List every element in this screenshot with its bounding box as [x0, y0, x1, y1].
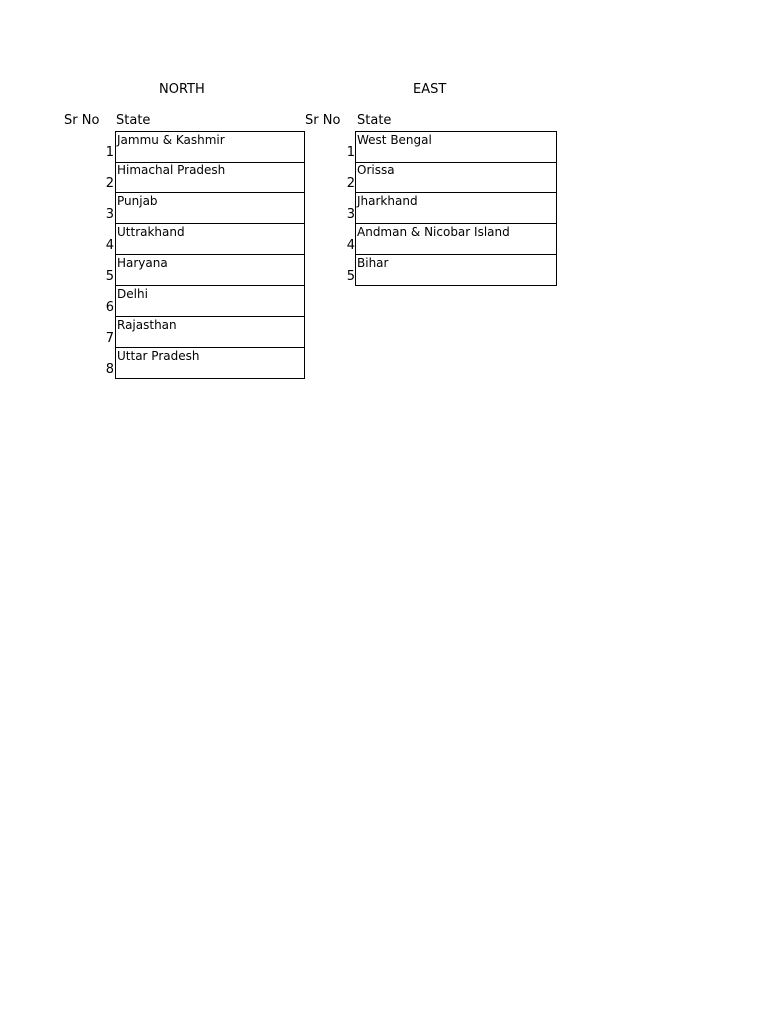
region-title: EAST: [413, 82, 447, 97]
state-header: State: [357, 113, 392, 128]
state-cell[interactable]: Jammu & Kashmir: [115, 131, 305, 163]
state-cell[interactable]: Bihar: [355, 255, 557, 286]
state-cell[interactable]: Orissa: [355, 162, 557, 193]
sr-number: 7: [105, 331, 114, 346]
state-cell[interactable]: Haryana: [115, 255, 305, 286]
sr-number: 8: [105, 362, 114, 377]
state-cell[interactable]: Andman & Nicobar Island: [355, 224, 557, 255]
state-cell[interactable]: West Bengal: [355, 131, 557, 163]
state-cell[interactable]: Delhi: [115, 286, 305, 317]
sr-number: 6: [105, 300, 114, 315]
region-title: NORTH: [159, 82, 205, 97]
sr-number: 3: [105, 207, 114, 222]
sr-number: 5: [105, 269, 114, 284]
state-cell[interactable]: Himachal Pradesh: [115, 162, 305, 193]
sr-number: 4: [346, 238, 355, 253]
state-cell[interactable]: Uttrakhand: [115, 224, 305, 255]
state-cell[interactable]: Rajasthan: [115, 317, 305, 348]
sr-number: 2: [105, 176, 114, 191]
state-cell[interactable]: Punjab: [115, 193, 305, 224]
sr-no-header: Sr No: [305, 113, 341, 128]
sr-number: 5: [346, 269, 355, 284]
sr-number: 4: [105, 238, 114, 253]
state-cell[interactable]: Uttar Pradesh: [115, 348, 305, 379]
state-cell[interactable]: Jharkhand: [355, 193, 557, 224]
sr-number: 3: [346, 207, 355, 222]
sr-number: 1: [346, 145, 355, 160]
sr-no-header: Sr No: [64, 113, 100, 128]
sr-number: 2: [346, 176, 355, 191]
sr-number: 1: [105, 145, 114, 160]
state-header: State: [116, 113, 151, 128]
